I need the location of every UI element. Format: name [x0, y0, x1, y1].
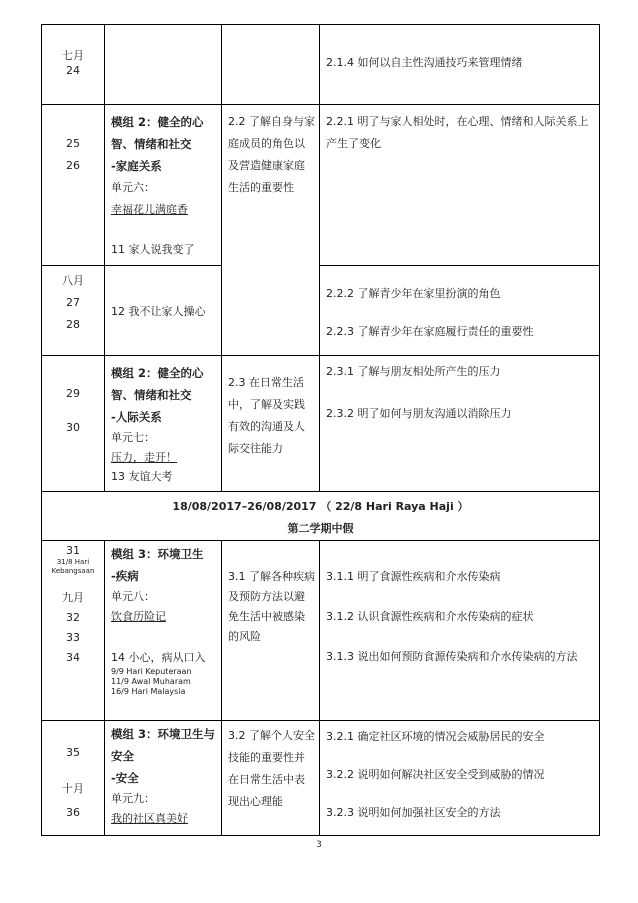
unit-name: 我的社区真美好 [111, 812, 188, 825]
week-number: 26 [66, 159, 80, 172]
sub-objective: 2.1.4 如何以自主性沟通技巧来管理情绪 [326, 56, 523, 69]
week-month: 九月 [62, 591, 84, 604]
lesson-title: 14 小心，病从口入 [111, 651, 206, 664]
lesson-title: 12 我不让家人操心 [111, 305, 206, 318]
module-subtitle: -疾病 [111, 569, 139, 583]
week-number: 29 [66, 387, 80, 400]
sub-objective: 2.2.3 了解青少年在家庭履行责任的重要性 [326, 325, 534, 338]
holiday-note: 31/8 Hari [56, 558, 90, 566]
objective: 2.3 在日常生活中，了解及实践有效的沟通及人际交往能力 [228, 376, 305, 455]
holiday-note: 9/9 Hari Keputeraan [111, 667, 192, 676]
holiday-note: Kebangsaan [51, 567, 95, 575]
week-number: 33 [66, 631, 80, 644]
week-month: 十月 [62, 782, 84, 795]
table-row [42, 25, 600, 105]
week-number: 31 [66, 544, 80, 557]
module-subtitle: -家庭关系 [111, 159, 162, 173]
week-number: 35 [66, 746, 80, 759]
module-title: 模组 3：环境卫生 [111, 547, 204, 561]
week-number: 36 [66, 806, 80, 819]
page-number: 3 [316, 840, 322, 850]
week-number: 27 [66, 296, 80, 309]
sub-objective: 2.3.1 了解与朋友相处所产生的压力 [326, 365, 501, 378]
module-title: 模组 2：健全的心智、情绪和社交 [111, 366, 204, 402]
unit-name: 压力，走开！ [111, 451, 177, 464]
holiday-note: 16/9 Hari Malaysia [111, 687, 186, 696]
week-number: 30 [66, 421, 80, 434]
week-number: 32 [66, 611, 80, 624]
module-subtitle: -安全 [111, 771, 139, 785]
objective: 2.2 了解自身与家庭成员的角色以及营造健康家庭生活的重要性 [228, 115, 315, 194]
unit-name: 幸福花儿满庭香 [111, 203, 188, 216]
unit-label: 单元九： [111, 792, 155, 805]
unit-label: 单元七： [111, 431, 155, 444]
lesson-plan-table [41, 24, 600, 836]
table-row [42, 105, 600, 266]
week-month: 七月 [62, 49, 84, 62]
sub-objective: 3.2.2 说明如何解决社区安全受到威胁的情况 [326, 768, 545, 781]
sub-objective: 3.1.1 明了食源性疾病和介水传染病 [326, 570, 501, 583]
lesson-title: 13 友谊大考 [111, 470, 173, 483]
module-title: 模组 2：健全的心智、情绪和社交 [111, 115, 204, 151]
holiday-title: 第二学期中假 [287, 522, 354, 535]
objective: 3.2 了解个人安全技能的重要性并在日常生活中表现出心理能 [228, 729, 315, 808]
unit-name: 饮食历险记 [111, 610, 166, 623]
objective: 3.1 了解各种疾病及预防方法以避免生活中被感染的风险 [228, 570, 315, 643]
sub-objective: 2.2.1 明了与家人相处时，在心理、情绪和人际关系上产生了变化 [326, 115, 589, 150]
sub-objective: 3.1.2 认识食源性疾病和介水传染病的症状 [326, 610, 534, 623]
week-month: 八月 [62, 274, 84, 287]
module-subtitle: -人际关系 [111, 410, 162, 424]
holiday-note: 11/9 Awal Muharam [111, 677, 191, 686]
sub-objective: 3.1.3 说出如何预防食源传染病和介水传染病的方法 [326, 650, 578, 663]
sub-objective: 3.2.3 说明如何加强社区安全的方法 [326, 806, 501, 819]
week-number: 34 [66, 651, 80, 664]
module-title: 模组 3：环境卫生与安全 [111, 727, 216, 763]
holiday-dates: 18/08/2017–26/08/2017 （ 22/8 Hari Raya Haji ） [172, 500, 469, 513]
week-number: 24 [66, 64, 80, 77]
week-number: 25 [66, 137, 80, 150]
table-row [42, 266, 600, 356]
table-row [42, 541, 600, 721]
sub-objective: 3.2.1 确定社区环境的情况会威胁居民的安全 [326, 730, 545, 743]
table-row [42, 721, 600, 836]
unit-label: 单元八： [111, 590, 155, 603]
unit-label: 单元六： [111, 181, 155, 194]
sub-objective: 2.2.2 了解青少年在家里扮演的角色 [326, 287, 501, 300]
table-row [42, 356, 600, 492]
holiday-row [42, 492, 600, 541]
sub-objective: 2.3.2 明了如何与朋友沟通以消除压力 [326, 407, 512, 420]
week-number: 28 [66, 318, 80, 331]
lesson-title: 11 家人说我变了 [111, 243, 195, 256]
